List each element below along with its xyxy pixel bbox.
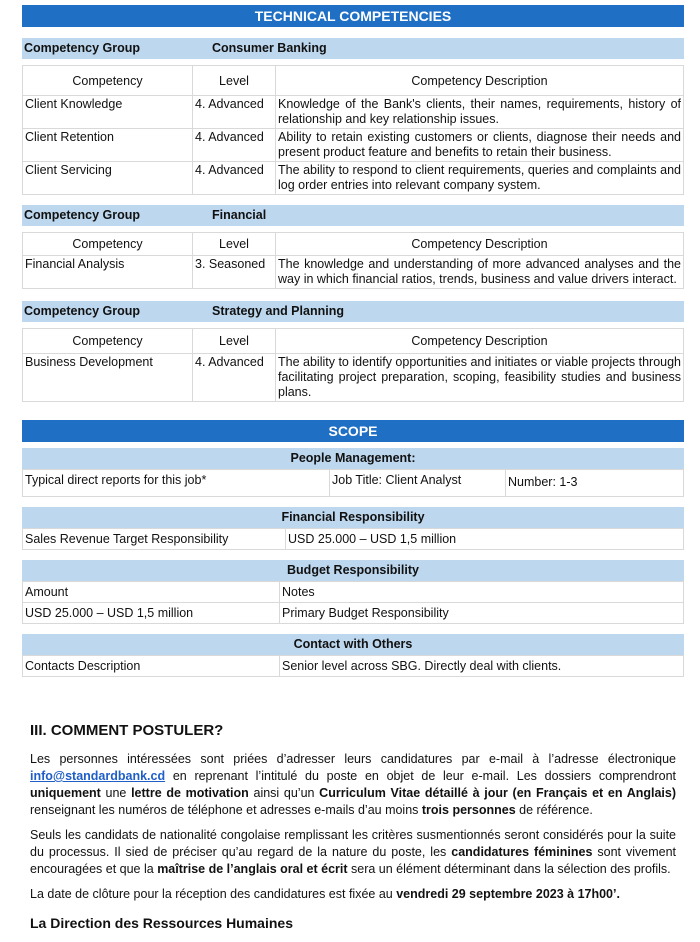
table-row [23, 162, 684, 195]
text: de référence. [515, 803, 593, 817]
competency-name: Client Retention [23, 129, 193, 162]
competency-group-label: Competency Group [24, 208, 140, 222]
column-header: Competency Description [276, 329, 684, 354]
table-row [23, 129, 684, 162]
sales-revenue-value: USD 25.000 – USD 1,5 million [286, 529, 684, 550]
paragraph-application [30, 751, 676, 819]
text: Seuls les candidats de nationalité congolaise remplissant les critères susmentionnés seront considérés pour la suite du processus. Il sied de préciser qu’au regard de la nature du poste, les [30, 828, 676, 859]
competency-description: The ability to identify opportunities and initiates or viable projects through facilitating project preparation, scoping, feasibility studies and business plans. [276, 354, 684, 402]
table-header-row [23, 66, 684, 96]
competency-group-name: Financial [212, 208, 267, 222]
financial-responsibility-table [22, 528, 684, 550]
contacts-description-label: Contacts Description [23, 656, 280, 677]
notes-value: Primary Budget Responsibility [280, 603, 684, 624]
deadline-date: vendredi 29 septembre 2023 à 17h00 [396, 887, 614, 901]
table-row [23, 529, 684, 550]
competency-table [22, 328, 684, 402]
people-management-header: People Management: [22, 448, 684, 469]
competency-level: 4. Advanced [193, 96, 276, 129]
budget-responsibility-header: Budget Responsibility [22, 560, 684, 581]
column-header: Competency [23, 233, 193, 256]
job-document [22, 5, 684, 677]
competency-level: 4. Advanced [193, 162, 276, 195]
sales-revenue-label: Sales Revenue Target Responsibility [23, 529, 286, 550]
table-row [23, 256, 684, 289]
column-header: Level [193, 66, 276, 96]
competency-level: 3. Seasoned [193, 256, 276, 289]
contact-with-others-table [22, 655, 684, 677]
job-title: Job Title: Client Analyst [330, 470, 506, 497]
table-row [23, 603, 684, 624]
direct-reports-label: Typical direct reports for this job* [23, 470, 330, 497]
column-header: Competency Description [276, 233, 684, 256]
competency-description: Knowledge of the Bank's clients, their names, requirements, history of relationship and key relationship issues. [276, 96, 684, 129]
reports-number: Number: 1-3 [506, 470, 684, 497]
competency-description: The ability to respond to client requirements, queries and complaints and log order entries into relevant company system. [276, 162, 684, 195]
amount-label: Amount [23, 582, 280, 603]
table-header-row [23, 329, 684, 354]
competency-group-header [22, 205, 684, 226]
competency-table [22, 232, 684, 289]
competency-group-label: Competency Group [24, 304, 140, 318]
emphasis: candidatures féminines [451, 845, 593, 859]
contact-with-others-header: Contact with Others [22, 634, 684, 655]
emphasis: uniquement [30, 786, 101, 800]
amount-value: USD 25.000 – USD 1,5 million [23, 603, 280, 624]
competency-group-label: Competency Group [24, 41, 140, 55]
emphasis: lettre de motivation [131, 786, 249, 800]
contacts-description-value: Senior level across SBG. Directly deal with clients. [280, 656, 684, 677]
competency-group-name: Strategy and Planning [212, 304, 344, 318]
text: une [100, 786, 132, 800]
text: sera un élément déterminant dans la sélection des profils. [347, 862, 671, 876]
paragraph-eligibility [30, 827, 676, 878]
scope-header: SCOPE [22, 420, 684, 442]
competency-name: Client Knowledge [23, 96, 193, 129]
text: La date de clôture pour la réception des candidatures est fixée au [30, 887, 397, 901]
emphasis: Curriculum Vitae détaillé à jour (en Français et en Anglais) [319, 786, 677, 800]
text: ainsi qu’un [248, 786, 320, 800]
competency-level: 4. Advanced [193, 129, 276, 162]
column-header: Competency Description [276, 66, 684, 96]
email-link[interactable]: info@standardbank.cd [30, 769, 166, 783]
competency-description: Ability to retain existing customers or clients, diagnose their needs and present product feature and benefits to retain their business. [276, 129, 684, 162]
paragraph-deadline [30, 886, 676, 903]
text: sont vivement encouragées et que la [30, 845, 677, 876]
competency-level: 4. Advanced [193, 354, 276, 402]
financial-responsibility-header: Financial Responsibility [22, 507, 684, 528]
competency-table [22, 65, 684, 195]
section-title: III. COMMENT POSTULER? [30, 722, 224, 739]
table-row [23, 656, 684, 677]
notes-label: Notes [280, 582, 684, 603]
table-row [23, 470, 684, 497]
table-row [23, 582, 684, 603]
signature: La Direction des Ressources Humaines [30, 915, 293, 931]
emphasis: maîtrise de l’anglais oral et écrit [157, 862, 348, 876]
competency-name: Business Development [23, 354, 193, 402]
column-header: Level [193, 233, 276, 256]
table-header-row [23, 233, 684, 256]
emphasis: trois personnes [421, 803, 516, 817]
column-header: Competency [23, 66, 193, 96]
budget-responsibility-table [22, 581, 684, 624]
text: Les personnes intéressées sont priées d’adresser leurs candidatures par e-mail à l’adresse électronique [30, 752, 676, 766]
people-management-table [22, 469, 684, 497]
competency-group-header [22, 38, 684, 59]
competency-name: Client Servicing [23, 162, 193, 195]
competency-group-name: Consumer Banking [212, 41, 327, 55]
table-row [23, 96, 684, 129]
competency-description: The knowledge and understanding of more advanced analyses and the way in which financial ratios, trends, business and value drivers interact. [276, 256, 684, 289]
table-row [23, 354, 684, 402]
competency-group-header [22, 301, 684, 322]
text: en reprenant l’intitulé du poste en objet de leur e-mail. Les dossiers comprendront [165, 769, 676, 783]
column-header: Competency [23, 329, 193, 354]
how-to-apply-section [30, 722, 676, 931]
competency-name: Financial Analysis [23, 256, 193, 289]
text: ’. [613, 887, 620, 901]
technical-competencies-header: TECHNICAL COMPETENCIES [22, 5, 684, 27]
column-header: Level [193, 329, 276, 354]
text: renseignant les numéros de téléphone et adresses e-mails d’au moins [30, 803, 422, 817]
